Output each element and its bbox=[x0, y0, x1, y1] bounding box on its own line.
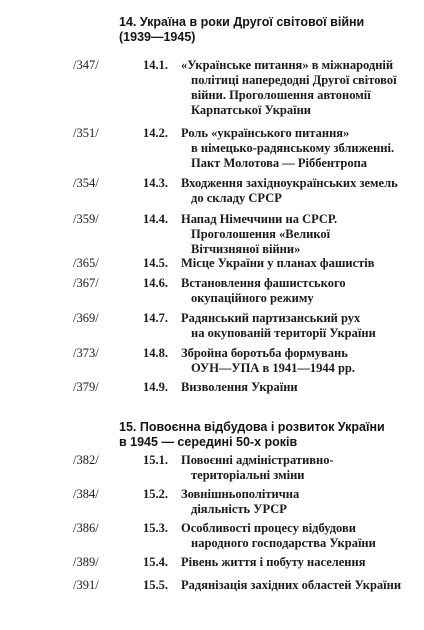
entry-code: 15.4. bbox=[143, 555, 168, 569]
entry-title bbox=[181, 380, 381, 395]
entry-title-line: «Українське питання» в міжнародній bbox=[181, 58, 394, 72]
entry-title-line: Збройна боротьба формувань bbox=[181, 346, 348, 360]
section-title bbox=[119, 420, 385, 450]
entry-title-line: Зовнішньополітична bbox=[181, 487, 300, 501]
entry-title-line: в німецько-радянському зближенні. bbox=[191, 141, 395, 155]
page-reference: /379/ bbox=[73, 380, 99, 394]
entry-title bbox=[181, 555, 381, 570]
page-reference: /354/ bbox=[73, 176, 99, 190]
entry-code: 14.4. bbox=[143, 212, 168, 226]
entry-code: 14.3. bbox=[143, 176, 168, 190]
entry-title-line: війни. Проголошення автономії bbox=[191, 88, 371, 102]
entry-title bbox=[181, 487, 381, 517]
section-title-line: 14. Україна в роки Другої світової війни bbox=[119, 15, 365, 29]
section-title-line: в 1945 — середині 50-х років bbox=[119, 435, 298, 449]
entry-code: 15.2. bbox=[143, 487, 168, 501]
entry-title-line: Визволення України bbox=[181, 380, 298, 394]
entry-title-line: Роль «українського питання» bbox=[181, 126, 350, 140]
entry-title-line: діяльність УРСР bbox=[191, 502, 287, 516]
entry-title bbox=[181, 176, 398, 206]
entry-title-line: Входження західноукраїнських земель bbox=[181, 176, 398, 190]
page-reference: /373/ bbox=[73, 346, 99, 360]
page-reference: /351/ bbox=[73, 126, 99, 140]
entry-code: 15.1. bbox=[143, 453, 168, 467]
entry-code: 14.7. bbox=[143, 311, 168, 325]
entry-title-line: територіальні зміни bbox=[191, 468, 305, 482]
entry-code: 14.6. bbox=[143, 276, 168, 290]
entry-title bbox=[181, 212, 381, 257]
entry-title-line: Напад Німеччини на СРСР. bbox=[181, 212, 338, 226]
section-title-line: (1939—1945) bbox=[119, 30, 196, 44]
entry-title bbox=[181, 126, 395, 171]
entry-code: 15.3. bbox=[143, 521, 168, 535]
entry-title-line: на окупованій території України bbox=[191, 326, 376, 340]
entry-title-line: до складу СРСР bbox=[191, 191, 282, 205]
page-reference: /386/ bbox=[73, 521, 99, 535]
entry-title-line: Повоєнні адміністративно- bbox=[181, 453, 334, 467]
entry-title-line: Рівень життя і побуту населення bbox=[181, 555, 366, 569]
entry-title-line: ОУН—УПА в 1941—1944 рр. bbox=[191, 361, 355, 375]
entry-title bbox=[181, 578, 402, 593]
entry-title bbox=[181, 346, 381, 376]
entry-title-line: політиці напередодні Другої світової bbox=[191, 73, 397, 87]
page-reference: /391/ bbox=[73, 578, 99, 592]
entry-title-line: народного господарства України bbox=[191, 536, 376, 550]
section-title bbox=[119, 15, 364, 45]
page-reference: /367/ bbox=[73, 276, 99, 290]
section-title-line: 15. Повоєнна відбудова і розвиток України bbox=[119, 420, 385, 434]
entry-code: 14.2. bbox=[143, 126, 168, 140]
entry-title-line: Радянський партизанський рух bbox=[181, 311, 361, 325]
entry-title-line: Карпатської України bbox=[191, 103, 311, 117]
entry-title-line: Особливості процесу відбудови bbox=[181, 521, 356, 535]
entry-title bbox=[181, 311, 381, 341]
entry-title-line: окупаційного режиму bbox=[191, 291, 314, 305]
entry-title-line: Встановлення фашистського bbox=[181, 276, 346, 290]
entry-title-line: Місце України у планах фашистів bbox=[181, 256, 375, 270]
page-reference: /382/ bbox=[73, 453, 99, 467]
entry-title-line: Проголошення «Великої bbox=[191, 227, 331, 241]
entry-title bbox=[181, 58, 397, 118]
page-reference: /347/ bbox=[73, 58, 99, 72]
page-reference: /389/ bbox=[73, 555, 99, 569]
entry-code: 14.9. bbox=[143, 380, 168, 394]
entry-title bbox=[181, 256, 381, 271]
page-reference: /369/ bbox=[73, 311, 99, 325]
page-reference: /384/ bbox=[73, 487, 99, 501]
page-reference: /365/ bbox=[73, 256, 99, 270]
entry-title-line: Пакт Молотова — Ріббентропа bbox=[191, 156, 368, 170]
entry-title bbox=[181, 453, 381, 483]
entry-code: 15.5. bbox=[143, 578, 168, 592]
entry-title-line: Радянізація західних областей України bbox=[181, 578, 402, 592]
entry-title bbox=[181, 276, 381, 306]
entry-code: 14.5. bbox=[143, 256, 168, 270]
entry-code: 14.8. bbox=[143, 346, 168, 360]
page-reference: /359/ bbox=[73, 212, 99, 226]
entry-code: 14.1. bbox=[143, 58, 168, 72]
entry-title-line: Вітчизняної війни» bbox=[191, 242, 301, 256]
entry-title bbox=[181, 521, 381, 551]
